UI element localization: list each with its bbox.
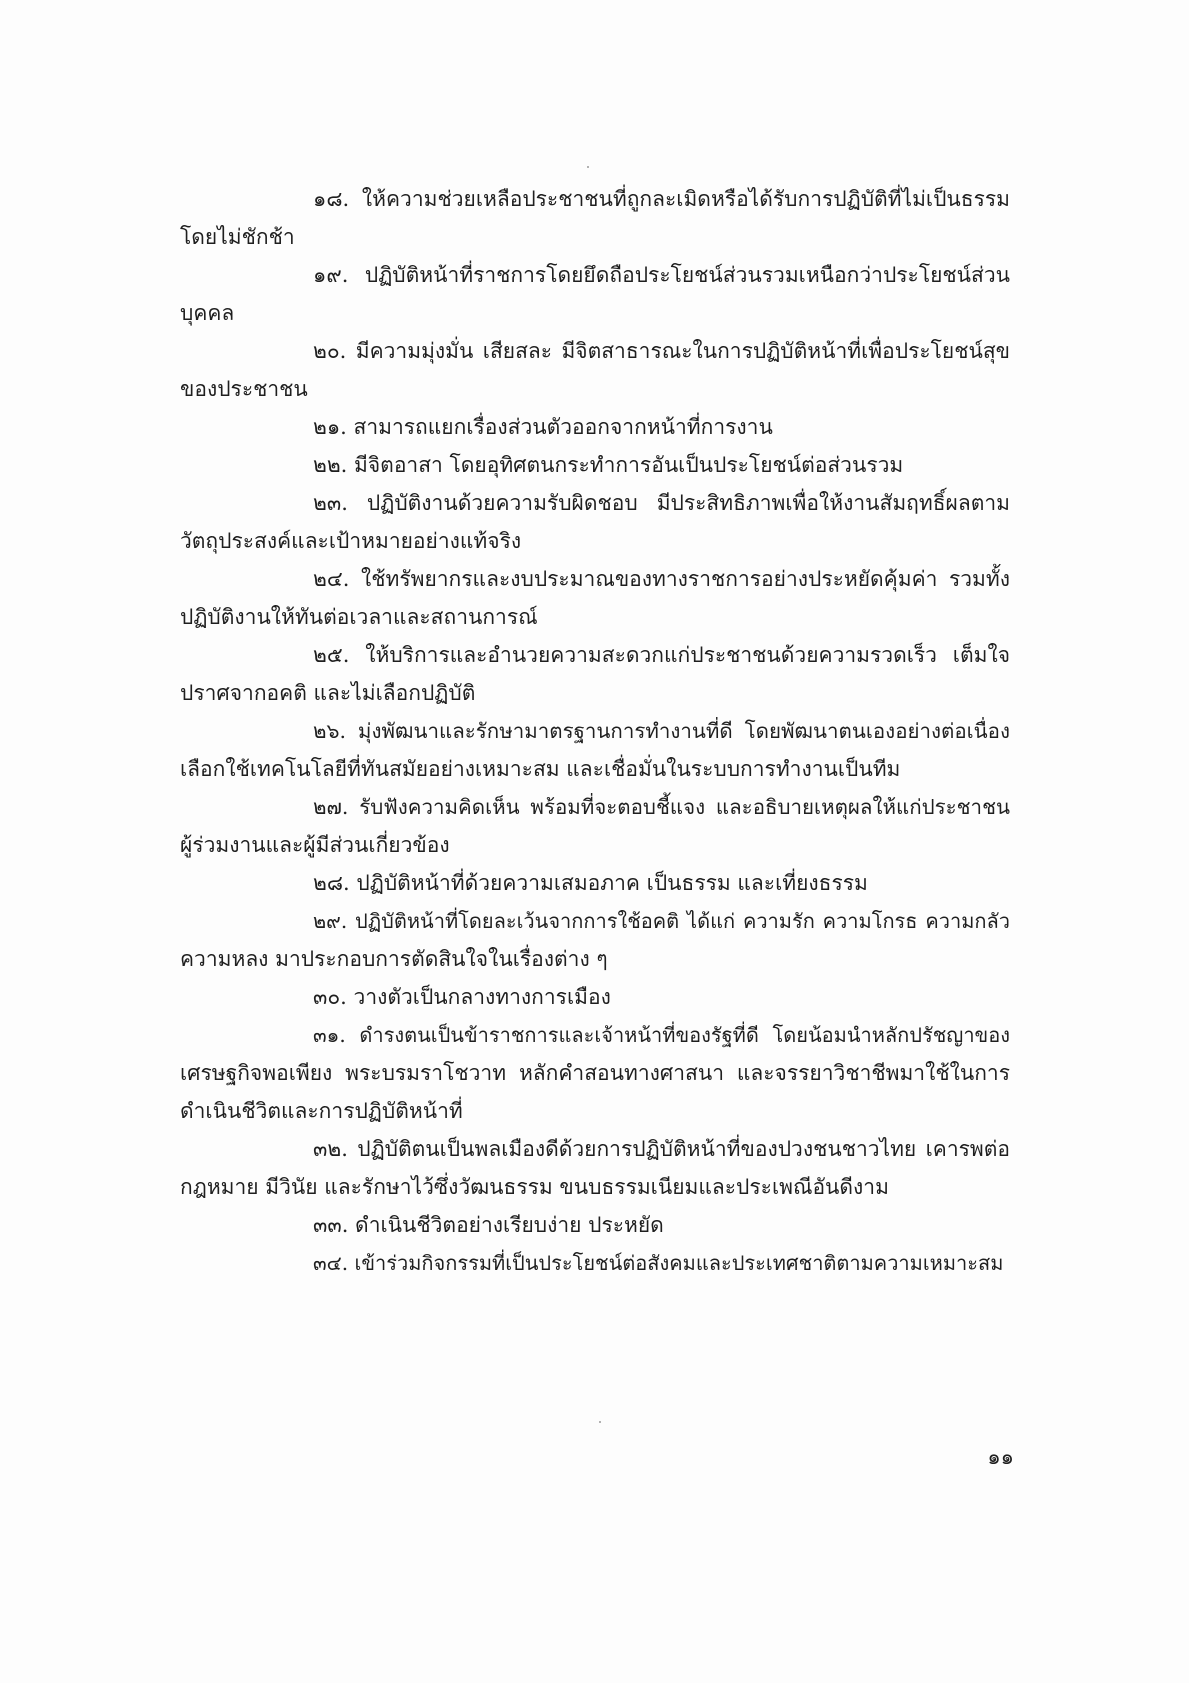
list-item-continuation-line: ผู้ร่วมงานและผู้มีส่วนเกี่ยวข้อง	[180, 833, 450, 857]
list-item	[180, 636, 1010, 712]
list-item-first-line: ๒๙. ปฏิบัติหน้าที่โดยละเว้นจากการใช้อคติ ได้แก่ ความรัก ความโกรธ ความกลัว	[313, 909, 1010, 933]
scan-speck	[587, 166, 589, 168]
list-item-continuation-line: ความหลง มาประกอบการตัดสินใจในเรื่องต่าง ๆ	[180, 947, 608, 971]
list-item-continuation-line: ดำเนินชีวิตและการปฏิบัติหน้าที่	[180, 1099, 463, 1123]
list-item-first-line: ๒๕. ให้บริการและอำนวยความสะดวกแก่ประชาชนด้วยความรวดเร็ว เต็มใจ	[313, 643, 1010, 667]
list-item-continuation-line: วัตถุประสงค์และเป้าหมายอย่างแท้จริง	[180, 529, 522, 553]
list-item	[180, 560, 1010, 636]
list-item-first-line: ๑๘. ให้ความช่วยเหลือประชาชนที่ถูกละเมิดหรือได้รับการปฏิบัติที่ไม่เป็นธรรม	[313, 187, 1010, 211]
list-item-first-line: ๒๐. มีความมุ่งมั่น เสียสละ มีจิตสาธารณะในการปฏิบัติหน้าที่เพื่อประโยชน์สุข	[313, 339, 1010, 363]
list-item-continuation-line: เศรษฐกิจพอเพียง พระบรมราโชวาท หลักคำสอนทางศาสนา และจรรยาวิชาชีพมาใช้ในการ	[180, 1061, 1010, 1085]
list-item	[180, 180, 1010, 256]
page-number: ๑๑	[987, 1445, 1014, 1469]
list-item-first-line: ๒๗. รับฟังความคิดเห็น พร้อมที่จะตอบชี้แจง และอธิบายเหตุผลให้แก่ประชาชน	[313, 795, 1010, 819]
list-item-continuation-line: กฎหมาย มีวินัย และรักษาไว้ซึ่งวัฒนธรรม ขนบธรรมเนียมและประเพณีอันดีงาม	[180, 1175, 889, 1199]
list-item	[180, 446, 1010, 484]
list-item-first-line: ๓๔. เข้าร่วมกิจกรรมที่เป็นประโยชน์ต่อสังคมและประเทศชาติตามความเหมาะสม	[313, 1251, 1004, 1275]
list-item	[180, 256, 1010, 332]
document-body	[180, 180, 1010, 1282]
list-item-continuation-line: ปฏิบัติงานให้ทันต่อเวลาและสถานการณ์	[180, 605, 538, 629]
list-item-continuation-line: ปราศจากอคติ และไม่เลือกปฏิบัติ	[180, 681, 476, 705]
list-item-first-line: ๒๔. ใช้ทรัพยากรและงบประมาณของทางราชการอย่างประหยัดคุ้มค่า รวมทั้ง	[313, 567, 1010, 591]
list-item-first-line: ๒๓. ปฏิบัติงานด้วยความรับผิดชอบ มีประสิทธิภาพเพื่อให้งานสัมฤทธิ์ผลตาม	[313, 491, 1010, 515]
list-item-first-line: ๑๙. ปฏิบัติหน้าที่ราชการโดยยึดถือประโยชน์ส่วนรวมเหนือกว่าประโยชน์ส่วน	[313, 263, 1010, 287]
list-item-first-line: ๒๘. ปฏิบัติหน้าที่ด้วยความเสมอภาค เป็นธรรม และเที่ยงธรรม	[313, 871, 868, 895]
list-item-first-line: ๒๒. มีจิตอาสา โดยอุทิศตนกระทำการอันเป็นประโยชน์ต่อส่วนรวม	[313, 453, 904, 477]
list-item-first-line: ๒๖. มุ่งพัฒนาและรักษามาตรฐานการทำงานที่ดี โดยพัฒนาตนเองอย่างต่อเนื่อง	[313, 719, 1010, 743]
list-item-first-line: ๓๓. ดำเนินชีวิตอย่างเรียบง่าย ประหยัด	[313, 1213, 664, 1237]
list-item	[180, 902, 1010, 978]
list-item-first-line: ๒๑. สามารถแยกเรื่องส่วนตัวออกจากหน้าที่การงาน	[313, 415, 773, 439]
list-item-first-line: ๓๑. ดำรงตนเป็นข้าราชการและเจ้าหน้าที่ของรัฐที่ดี โดยน้อมนำหลักปรัชญาของ	[313, 1023, 1010, 1047]
scan-speck	[599, 1421, 601, 1423]
list-item-continuation-line: บุคคล	[180, 301, 235, 325]
list-item	[180, 864, 1010, 902]
list-item	[180, 1244, 1010, 1282]
list-item	[180, 1206, 1010, 1244]
list-item	[180, 788, 1010, 864]
list-item-first-line: ๓๐. วางตัวเป็นกลางทางการเมือง	[313, 985, 611, 1009]
list-item	[180, 484, 1010, 560]
list-item	[180, 978, 1010, 1016]
list-item-first-line: ๓๒. ปฏิบัติตนเป็นพลเมืองดีด้วยการปฏิบัติหน้าที่ของปวงชนชาวไทย เคารพต่อ	[313, 1137, 1010, 1161]
list-item	[180, 1130, 1010, 1206]
list-item	[180, 332, 1010, 408]
list-item	[180, 408, 1010, 446]
list-item-continuation-line: ของประชาชน	[180, 377, 308, 401]
list-item	[180, 712, 1010, 788]
list-item-continuation-line: โดยไม่ชักช้า	[180, 225, 295, 249]
list-item	[180, 1016, 1010, 1130]
list-item-continuation-line: เลือกใช้เทคโนโลยีที่ทันสมัยอย่างเหมาะสม และเชื่อมั่นในระบบการทำงานเป็นทีม	[180, 757, 901, 781]
